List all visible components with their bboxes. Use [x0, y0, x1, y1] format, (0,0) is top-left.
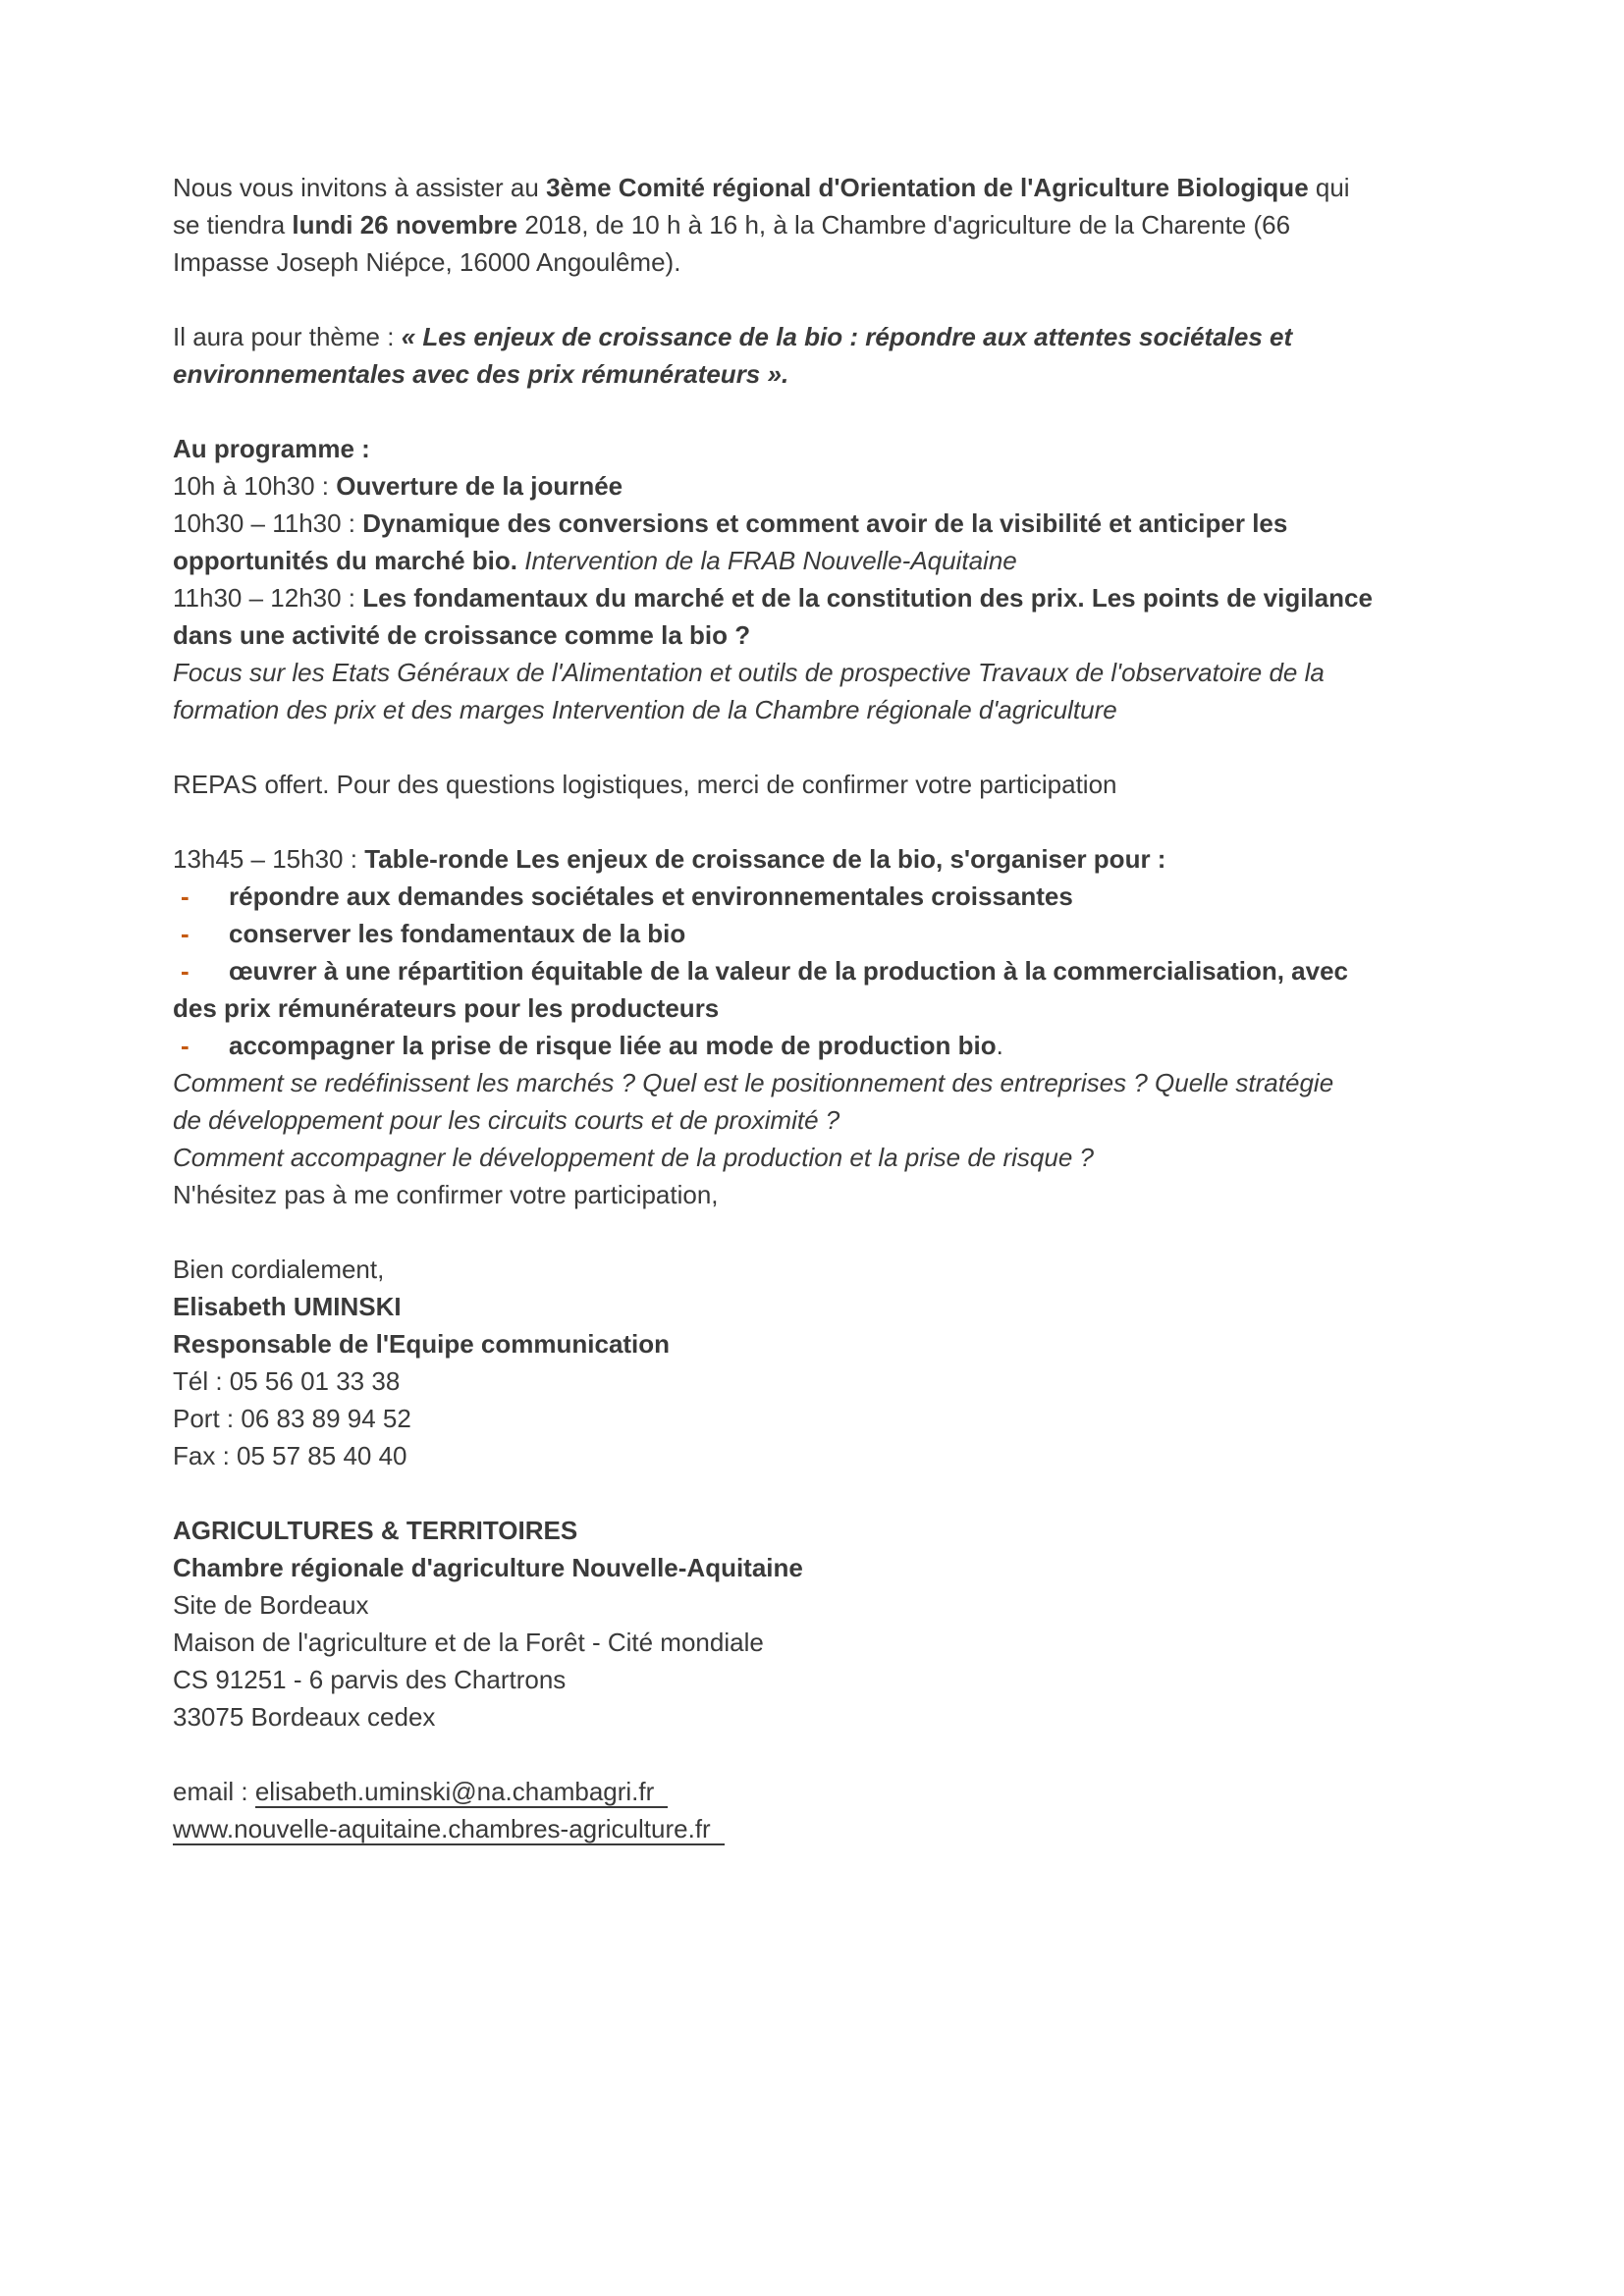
programme-section-line — [173, 505, 1477, 542]
text-run: Impasse Joseph Niépce, 16000 Angoulême). — [173, 247, 681, 277]
programme-section-line — [173, 654, 1477, 691]
text-run: opportunités du marché bio. — [173, 546, 518, 575]
programme-section-line — [173, 542, 1477, 579]
bullet-text — [229, 915, 685, 952]
theme-paragraph-line — [173, 318, 1477, 355]
text-run: REPAS offert. Pour des questions logistiques, merci de confirmer votre participation — [173, 770, 1117, 799]
text-run: 11h30 – 12h30 : — [173, 583, 363, 613]
blank-line — [173, 393, 1477, 430]
dash-bullet-icon: - — [181, 1031, 189, 1060]
text-run: Au programme : — [173, 434, 370, 463]
text-run: accompagner la prise de risque liée au mode de production bio — [229, 1031, 997, 1060]
organisation-block-line — [173, 1512, 1477, 1549]
questions-paragraph-line — [173, 1139, 1477, 1176]
text-run: qui — [1308, 173, 1350, 202]
text-run: dans une activité de croissance comme la bio ? — [173, 620, 751, 650]
table-ronde-section-line — [173, 952, 1477, 989]
bullet-text — [229, 878, 1073, 915]
website-link[interactable]: www.nouvelle-aquitaine.chambres-agriculture.fr — [173, 1814, 725, 1845]
text-run: Maison de l'agriculture et de la Forêt - Cité mondiale — [173, 1628, 764, 1657]
text-run: des prix rémunérateurs pour les producteurs — [173, 993, 720, 1023]
programme-section-line — [173, 616, 1477, 654]
bullet-text — [229, 952, 1348, 989]
blank-line — [173, 1213, 1477, 1251]
text-run: Focus sur les Etats Généraux de l'Alimentation et outils de prospective Travaux de l'observatoire de la — [173, 658, 1325, 687]
text-run: conserver les fondamentaux de la bio — [229, 919, 686, 948]
intro-paragraph-line — [173, 169, 1477, 206]
text-run: Nous vous invitons à assister au — [173, 173, 547, 202]
intro-paragraph-line — [173, 243, 1477, 281]
programme-section-line — [173, 430, 1477, 467]
text-run: Dynamique des conversions et comment avoir de la visibilité et anticiper les — [362, 508, 1288, 538]
document-content — [173, 169, 1477, 1847]
text-run: lundi 26 novembre — [292, 210, 518, 240]
blank-line — [173, 1735, 1477, 1773]
organisation-block-line — [173, 1549, 1477, 1586]
text-run: 13h45 – 15h30 : — [173, 844, 365, 874]
blank-line — [173, 1474, 1477, 1512]
programme-section-line — [173, 691, 1477, 728]
text-run: « Les enjeux de croissance de la bio : répondre aux attentes sociétales et — [401, 322, 1293, 351]
text-run: Ouverture de la journée — [336, 471, 623, 501]
text-run: CS 91251 - 6 parvis des Chartrons — [173, 1665, 567, 1694]
text-run: Table-ronde Les enjeux de croissance de la bio, s'organiser pour : — [364, 844, 1166, 874]
text-run: de développement pour les circuits courts et de proximité ? — [173, 1105, 840, 1135]
text-run: Intervention de la FRAB Nouvelle-Aquitaine — [517, 546, 1017, 575]
organisation-block-line — [173, 1624, 1477, 1661]
bullet-text — [229, 1027, 1003, 1064]
signature-block-line — [173, 1288, 1477, 1325]
theme-paragraph-line — [173, 355, 1477, 393]
text-run: environnementales avec des prix rémunérateurs ». — [173, 359, 789, 389]
questions-paragraph-line — [173, 1101, 1477, 1139]
table-ronde-section-line — [173, 878, 1477, 915]
contact-links-line — [173, 1810, 1477, 1847]
text-run: Elisabeth UMINSKI — [173, 1292, 402, 1321]
organisation-block-line — [173, 1698, 1477, 1735]
text-run: N'hésitez pas à me confirmer votre participation, — [173, 1180, 719, 1209]
blank-line — [173, 281, 1477, 318]
text-run: Fax : 05 57 85 40 40 — [173, 1441, 407, 1470]
text-run: Port : 06 83 89 94 52 — [173, 1404, 411, 1433]
text-run: Il aura pour thème : — [173, 322, 402, 351]
text-run: 33075 Bordeaux cedex — [173, 1702, 436, 1732]
text-run: AGRICULTURES & TERRITOIRES — [173, 1516, 578, 1545]
text-run: Comment se redéfinissent les marchés ? Quel est le positionnement des entreprises ? Quelle stratégie — [173, 1068, 1334, 1097]
text-run: . — [996, 1031, 1003, 1060]
contact-links-line — [173, 1773, 1477, 1810]
table-ronde-section-line — [173, 915, 1477, 952]
questions-paragraph-line — [173, 1064, 1477, 1101]
blank-line — [173, 728, 1477, 766]
text-run: Les fondamentaux du marché et de la constitution des prix. Les points de vigilance — [362, 583, 1373, 613]
text-run: Bien cordialement, — [173, 1255, 385, 1284]
blank-line — [173, 803, 1477, 840]
text-run: Site de Bordeaux — [173, 1590, 369, 1620]
signature-block-line — [173, 1362, 1477, 1400]
text-run: Tél : 05 56 01 33 38 — [173, 1366, 401, 1396]
email-link[interactable]: elisabeth.uminski@na.chambagri.fr — [255, 1777, 668, 1808]
signature-block-line — [173, 1251, 1477, 1288]
text-run: Chambre régionale d'agriculture Nouvelle-Aquitaine — [173, 1553, 803, 1582]
text-run: se tiendra — [173, 210, 293, 240]
dash-bullet-icon: - — [181, 919, 189, 948]
programme-section-line — [173, 579, 1477, 616]
signature-block-line — [173, 1325, 1477, 1362]
organisation-block-line — [173, 1661, 1477, 1698]
text-run: 3ème Comité régional d'Orientation de l'Agriculture Biologique — [546, 173, 1309, 202]
dash-bullet-icon: - — [181, 956, 189, 986]
text-run: email : — [173, 1777, 255, 1806]
table-ronde-section-line — [173, 1027, 1477, 1064]
programme-section-line — [173, 467, 1477, 505]
text-run: 2018, de 10 h à 16 h, à la Chambre d'agriculture de la Charente (66 — [517, 210, 1291, 240]
organisation-block-line — [173, 1586, 1477, 1624]
table-ronde-section-line — [173, 840, 1477, 878]
questions-paragraph-line — [173, 1176, 1477, 1213]
text-run: répondre aux demandes sociétales et environnementales croissantes — [229, 881, 1073, 911]
signature-block-line — [173, 1437, 1477, 1474]
repas-note-line — [173, 766, 1477, 803]
intro-paragraph-line — [173, 206, 1477, 243]
table-ronde-section-line — [173, 989, 1477, 1027]
text-run: formation des prix et des marges Intervention de la Chambre régionale d'agriculture — [173, 695, 1117, 724]
text-run: 10h à 10h30 : — [173, 471, 337, 501]
text-run: Responsable de l'Equipe communication — [173, 1329, 671, 1359]
text-run: œuvrer à une répartition équitable de la valeur de la production à la commercialisation, avec — [229, 956, 1349, 986]
dash-bullet-icon: - — [181, 881, 189, 911]
text-run: Comment accompagner le développement de la production et la prise de risque ? — [173, 1143, 1094, 1172]
text-run: 10h30 – 11h30 : — [173, 508, 363, 538]
signature-block-line — [173, 1400, 1477, 1437]
